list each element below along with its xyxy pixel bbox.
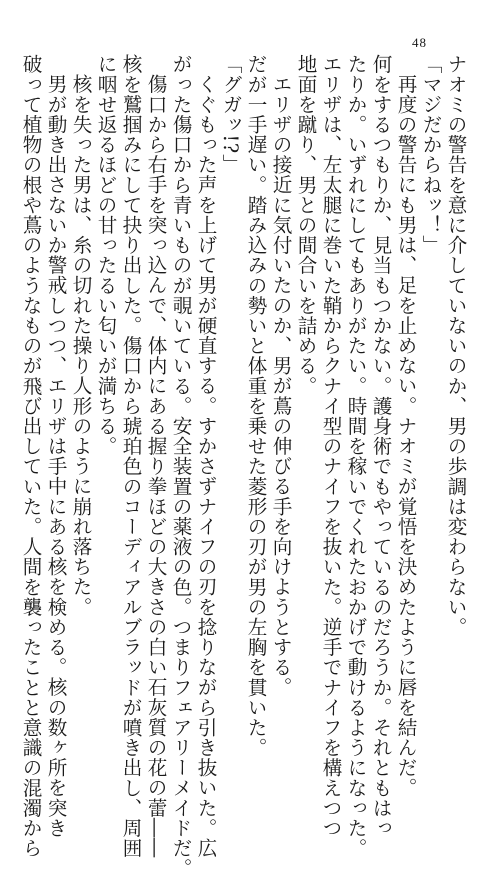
text-column: に咽せ返るほどの甘ったるい匂いが満ちる。 [94, 54, 117, 456]
text-column: 男が動き出さないか警戒しつつ、エリザは手中にある核を検める。核の数ヶ所を突き [44, 74, 67, 838]
text-column: 「グガッ!?」 [219, 54, 242, 174]
text-column: 核を鷲掴みにして抉り出した。傷口から琥珀色のコーディアルブラッドが噴き出し、周囲 [119, 54, 142, 858]
text-column: がった傷口から青いものが覗いている。安全装置の薬液の色。つまりフェアリーメイドだ。 [169, 54, 192, 878]
text-column: エリザは、左太腿に巻いた鞘からクナイ型のナイフを抜いた。逆手でナイフを構えつつ [319, 54, 342, 838]
text-column: だが一手遅い。踏み込みの勢いと体重を乗せた菱形の刃が男の左胸を貫いた。 [244, 54, 267, 758]
text-column: 何をするつもりか、見当もつかない。護身術でもやっているのだろうか。それともはっ [369, 54, 392, 838]
page-number: 48 [412, 35, 427, 50]
text-column: 破って植物の根や蔦のようなものが飛び出していた。人間を襲ったことと意識の混濁から [19, 54, 42, 858]
text-column: くぐもった声を上げて男が硬直する。すかさずナイフの刃を捻りながら引き抜いた。広 [194, 74, 217, 858]
text-column: 傷口から右手を突っ込んで、体内にある握り拳ほどの大きさの白い石灰質の花の蕾―― [144, 74, 167, 858]
text-column: たりか。いずれにしてもありがたい。時間を稼いでくれたおかげで動けるようになった。 [344, 54, 367, 858]
text-column: 核を失った男は、糸の切れた操り人形のように崩れ落ちた。 [69, 74, 92, 617]
text-column: 「マジだからねッ！」 [419, 54, 442, 255]
text-block [0, 54, 500, 878]
text-column: 地面を蹴り、男との間合いを詰める。 [294, 54, 317, 396]
text-column: エリザの接近に気付いたのか、男が蔦の伸びる手を向けようとする。 [269, 74, 292, 698]
text-column: ナオミの警告を意に介していないのか、男の歩調は変わらない。 [444, 54, 467, 637]
text-column: 再度の警告にも男は、足を止めない。ナオミが覚悟を決めたように唇を結んだ。 [394, 74, 417, 798]
